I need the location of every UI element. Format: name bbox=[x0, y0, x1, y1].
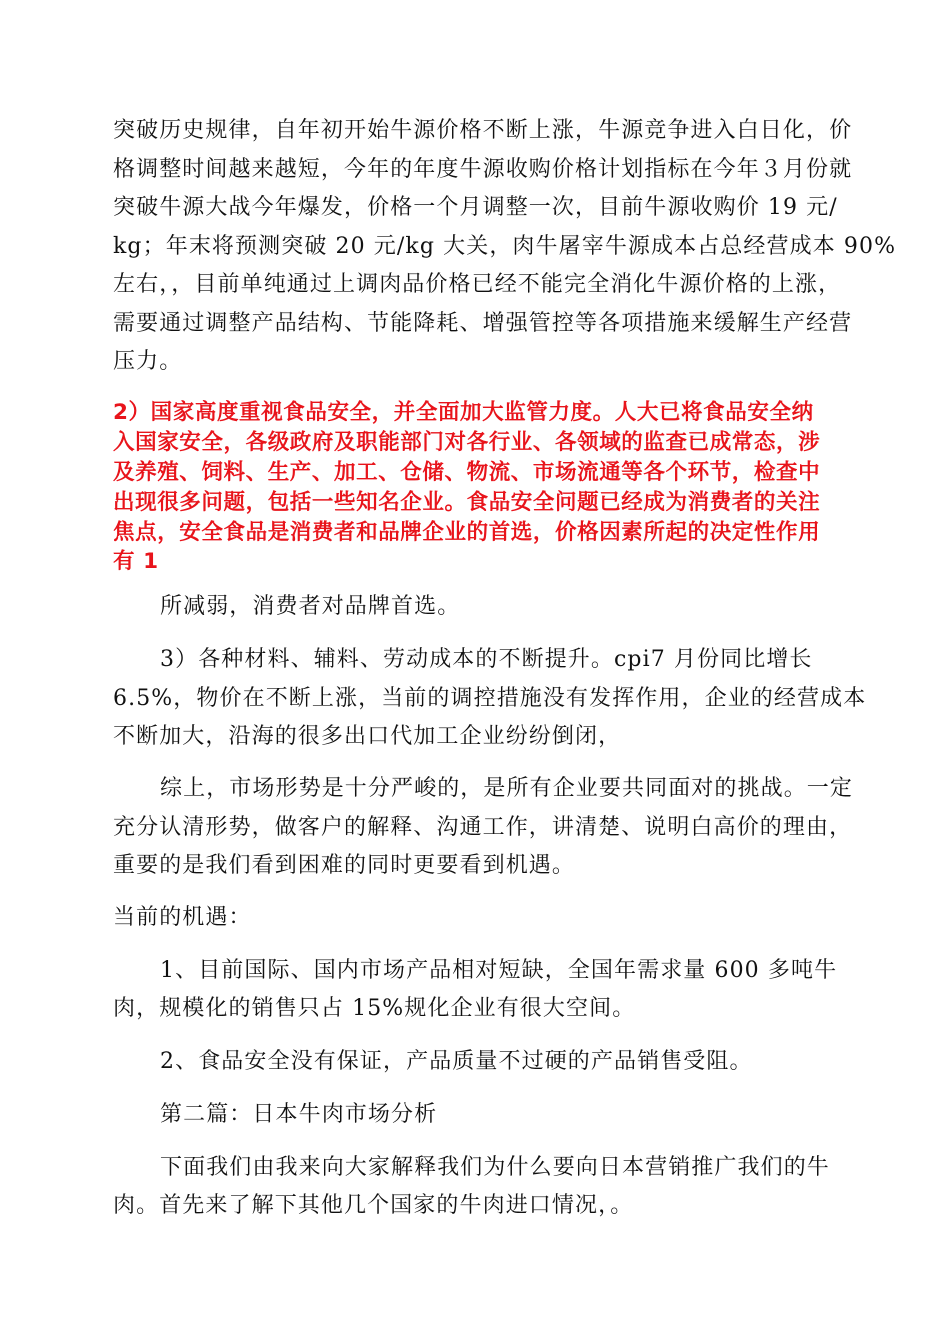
text-line: 综上，市场形势是十分严峻的，是所有企业要共同面对的挑战。一定 bbox=[160, 776, 854, 801]
text-line: 2、食品安全没有保证，产品质量不过硬的产品销售受阻。 bbox=[160, 1049, 753, 1074]
highlight-line: 及养殖、饲料、生产、加工、仓储、物流、市场流通等各个环节，检查中 bbox=[113, 460, 821, 485]
text-line: 肉。首先来了解下其他几个国家的牛肉进口情况，。 bbox=[113, 1193, 634, 1218]
text-line: 左右，，目前单纯通过上调肉品价格已经不能完全消化牛源价格的上涨， bbox=[113, 272, 842, 297]
text-line: 充分认清形势，做客户的解释、沟通工作，讲清楚、说明白高价的理由， bbox=[113, 815, 853, 840]
section-title: 第二篇：日本牛肉市场分析 bbox=[160, 1102, 438, 1127]
heading-opportunities: 当前的机遇： bbox=[113, 905, 252, 930]
text-line: 格调整时间越来越短，今年的年度牛源收购价格计划指标在今年３月份就 bbox=[113, 157, 853, 182]
text-line: 需要通过调整产品结构、节能降耗、增强管控等各项措施来缓解生产经营 bbox=[113, 311, 853, 336]
text-line: 重要的是我们看到困难的同时更要看到机遇。 bbox=[113, 853, 576, 878]
text-line: 不断加大，沿海的很多出口代加工企业纷纷倒闭， bbox=[113, 724, 622, 749]
text-line: 3）各种材料、辅料、劳动成本的不断提升。cpi7 月份同比增长 bbox=[160, 647, 813, 672]
text-line: kg；年末将预测突破 20 元/kg 大关，肉牛屠宰牛源成本占总经营成本 90% bbox=[113, 234, 897, 259]
text-line: 突破历史规律，自年初开始牛源价格不断上涨，牛源竞争进入白日化，价 bbox=[113, 118, 853, 143]
text-line: 1、目前国际、国内市场产品相对短缺，全国年需求量 600 多吨牛 bbox=[160, 958, 838, 983]
text-line: 6.5%，物价在不断上涨，当前的调控措施没有发挥作用，企业的经营成本 bbox=[113, 686, 867, 711]
text-line: 肉，规模化的销售只占 15%规化企业有很大空间。 bbox=[113, 996, 636, 1021]
highlight-line: 入国家安全，各级政府及职能部门对各行业、各领域的监查已成常态，涉 bbox=[113, 430, 821, 455]
highlight-line: 有 1 bbox=[113, 549, 159, 574]
text-line: 突破牛源大战今年爆发，价格一个月调整一次，目前牛源收购价 19 元/ bbox=[113, 195, 838, 220]
highlight-line: 2）国家高度重视食品安全，并全面加大监管力度。人大已将食品安全纳 bbox=[113, 400, 814, 425]
highlight-line: 出现很多问题，包括一些知名企业。食品安全问题已经成为消费者的关注 bbox=[113, 490, 821, 515]
highlight-line: 焦点，安全食品是消费者和品牌企业的首选，价格因素所起的决定性作用 bbox=[113, 520, 821, 545]
text-line: 下面我们由我来向大家解释我们为什么要向日本营销推广我们的牛 bbox=[160, 1155, 830, 1180]
text-line: 所减弱，消费者对品牌首选。 bbox=[160, 594, 461, 619]
text-line: 压力。 bbox=[113, 349, 183, 374]
